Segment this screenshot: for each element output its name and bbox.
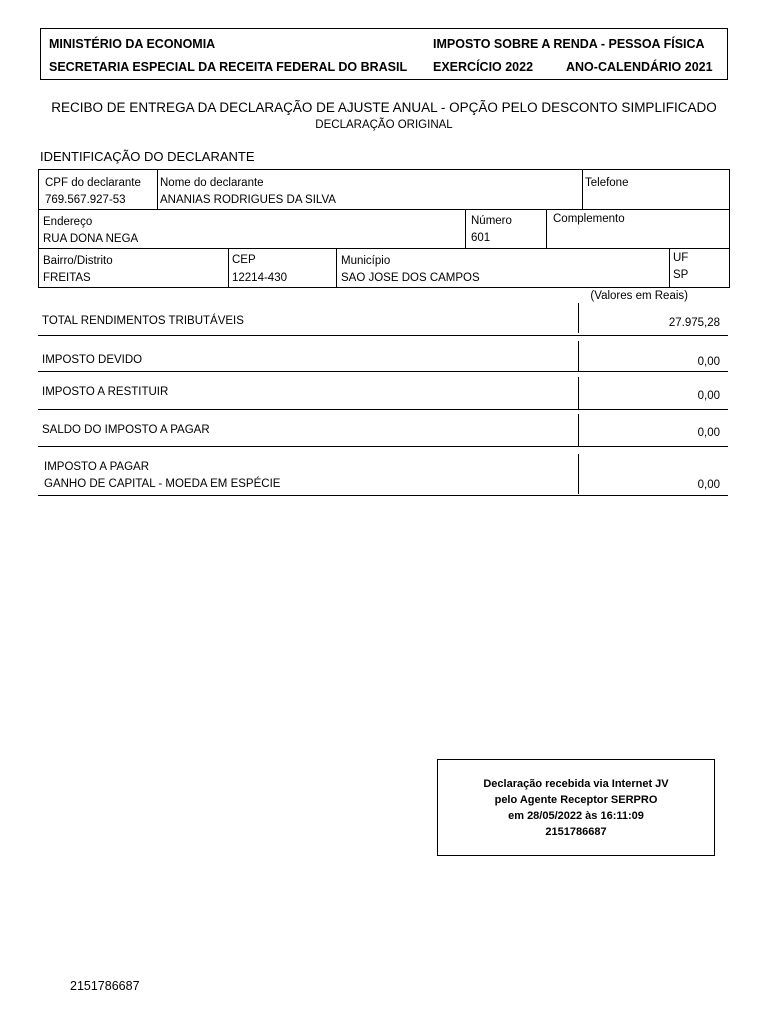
row-separator: [38, 495, 728, 496]
city-label: Município: [341, 255, 391, 267]
cep-label: CEP: [232, 254, 256, 266]
number-label: Número: [471, 215, 512, 227]
total-income-value: 27.975,28: [668, 317, 720, 329]
cep-value: 12214-430: [232, 272, 287, 284]
row-separator: [38, 409, 728, 410]
row-separator: [38, 446, 728, 447]
number-value: 601: [471, 232, 491, 244]
value-divider: [578, 414, 579, 446]
name-value: ANANIAS RODRIGUES DA SILVA: [160, 194, 336, 206]
calendar-year-label: ANO-CALENDÁRIO 2021: [566, 60, 713, 74]
secretariat-label: SECRETARIA ESPECIAL DA RECEITA FEDERAL DO BRASIL: [49, 60, 408, 74]
total-income-label: TOTAL RENDIMENTOS TRIBUTÁVEIS: [42, 315, 244, 327]
capital-gain-value: 0,00: [697, 479, 720, 491]
exercise-label: EXERCÍCIO 2022: [433, 60, 534, 74]
address-value: RUA DONA NEGA: [43, 233, 139, 245]
receipt-line-2: pelo Agente Receptor SERPRO: [494, 794, 658, 806]
ministry-label: MINISTÉRIO DA ECONOMIA: [49, 37, 216, 51]
tax-due-value: 0,00: [697, 356, 720, 368]
tax-title-label: IMPOSTO SOBRE A RENDA - PESSOA FÍSICA: [433, 37, 705, 51]
phone-label: Telefone: [585, 177, 629, 189]
table-divider: [465, 209, 466, 248]
balance-value: 0,00: [697, 427, 720, 439]
footer-receipt-number: 2151786687: [70, 979, 140, 993]
value-divider: [578, 454, 579, 494]
address-label: Endereço: [43, 216, 93, 228]
cpf-label: CPF do declarante: [45, 177, 141, 189]
uf-label: UF: [673, 252, 689, 264]
table-divider: [546, 209, 547, 248]
table-divider: [39, 248, 729, 249]
receipt-box: [437, 759, 715, 856]
identification-table: [38, 169, 730, 288]
value-divider: [578, 341, 579, 371]
refund-value: 0,00: [697, 390, 720, 402]
header-box: [40, 28, 728, 80]
table-divider: [582, 170, 583, 209]
tax-payable-label: IMPOSTO A PAGAR: [44, 461, 150, 473]
row-separator: [38, 371, 728, 372]
receipt-line-4: 2151786687: [545, 826, 607, 838]
receipt-line-3: em 28/05/2022 às 16:11:09: [508, 810, 644, 822]
complement-label: Complemento: [553, 213, 625, 225]
district-value: FREITAS: [43, 272, 91, 284]
table-divider: [336, 248, 337, 288]
value-divider: [578, 303, 579, 333]
table-divider: [39, 209, 729, 210]
identification-section-title: IDENTIFICAÇÃO DO DECLARANTE: [40, 149, 255, 164]
row-separator: [38, 335, 728, 336]
currency-note: (Valores em Reais): [590, 290, 688, 302]
document-title: RECIBO DE ENTREGA DA DECLARAÇÃO DE AJUSTE ANUAL - OPÇÃO PELO DESCONTO SIMPLIFICADO: [51, 100, 717, 115]
value-divider: [578, 377, 579, 409]
refund-label: IMPOSTO A RESTITUIR: [42, 386, 169, 398]
receipt-line-1: Declaração recebida via Internet JV: [483, 778, 669, 790]
table-divider: [669, 248, 670, 288]
district-label: Bairro/Distrito: [43, 255, 113, 267]
capital-gain-label: GANHO DE CAPITAL - MOEDA EM ESPÉCIE: [44, 478, 281, 490]
table-divider: [228, 248, 229, 288]
balance-label: SALDO DO IMPOSTO A PAGAR: [42, 424, 210, 436]
tax-due-label: IMPOSTO DEVIDO: [42, 354, 143, 366]
cpf-value: 769.567.927-53: [45, 194, 126, 206]
name-label: Nome do declarante: [160, 177, 264, 189]
city-value: SAO JOSE DOS CAMPOS: [341, 272, 480, 284]
uf-value: SP: [673, 269, 689, 281]
table-divider: [157, 170, 158, 209]
document-subtitle: DECLARAÇÃO ORIGINAL: [315, 119, 453, 131]
